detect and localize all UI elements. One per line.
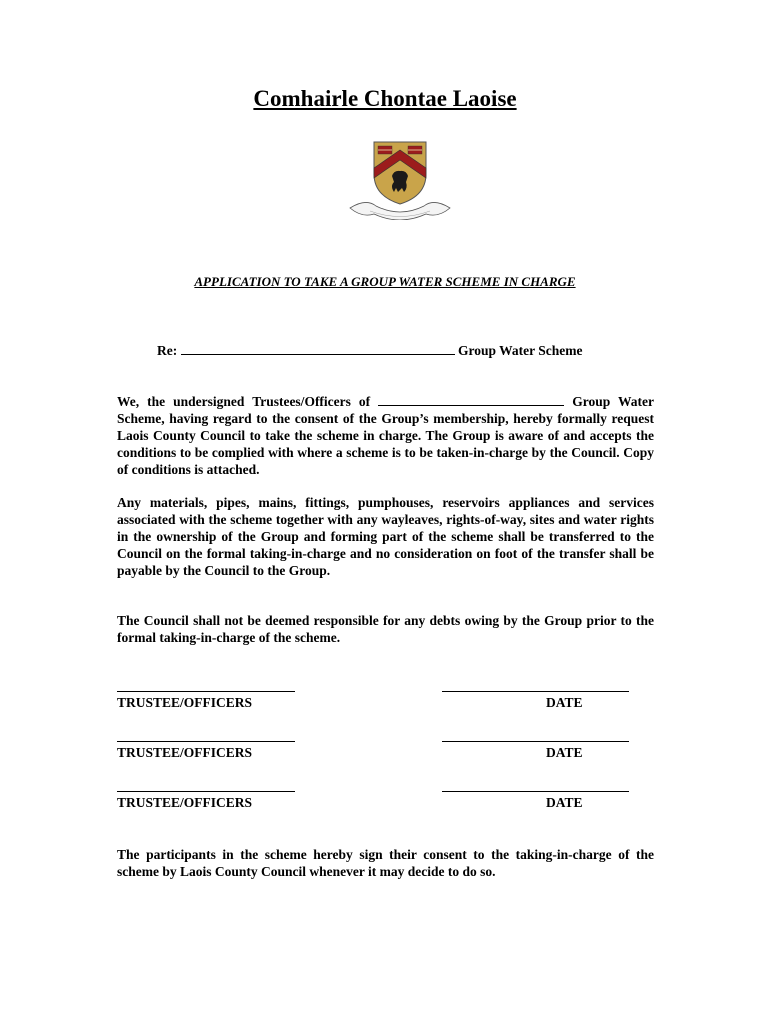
trustee-signature-line-2[interactable] bbox=[117, 741, 295, 742]
trustee-label-1: TRUSTEE/OFFICERS bbox=[117, 695, 253, 710]
re-suffix: Group Water Scheme bbox=[458, 343, 583, 358]
consent-paragraph: The participants in the scheme hereby sign their consent to the taking-in-charge of the scheme by Laois County Council whenever it may decide to do so. bbox=[117, 847, 654, 879]
date-label-2: DATE bbox=[546, 745, 583, 760]
county-crest-icon bbox=[346, 138, 454, 220]
form-heading: APPLICATION TO TAKE A GROUP WATER SCHEME IN CHARGE bbox=[194, 274, 576, 289]
trustee-signature-line-1[interactable] bbox=[117, 691, 295, 692]
date-label-1: DATE bbox=[546, 695, 583, 710]
date-line-2[interactable] bbox=[442, 741, 629, 742]
re-label: Re: bbox=[157, 343, 178, 358]
scheme-name-line bbox=[157, 342, 583, 359]
trustee-signature-line-3[interactable] bbox=[117, 791, 295, 792]
page-title: Comhairle Chontae Laoise bbox=[253, 86, 517, 111]
request-paragraph-start: We, the undersigned Trustees/Officers of bbox=[117, 394, 371, 409]
date-line-3[interactable] bbox=[442, 791, 629, 792]
trustee-label-3: TRUSTEE/OFFICERS bbox=[117, 795, 253, 810]
date-line-1[interactable] bbox=[442, 691, 629, 692]
scheme-name-inline-field[interactable] bbox=[378, 393, 564, 406]
date-label-3: DATE bbox=[546, 795, 583, 810]
request-paragraph bbox=[117, 393, 654, 478]
trustee-label-2: TRUSTEE/OFFICERS bbox=[117, 745, 253, 760]
request-paragraph-rest: Group Water Scheme, having regard to the consent of the Group’s membership, hereby formally request Laois County Council to take the scheme in charge. The Group is aware of and accepts the conditions to be complied with where a scheme is to be taken-in-charge by the Council. Copy of conditions is attached. bbox=[117, 394, 655, 477]
scheme-name-field[interactable] bbox=[181, 342, 455, 355]
debts-paragraph: The Council shall not be deemed responsible for any debts owing by the Group prior to the formal taking-in-charge of the scheme. bbox=[117, 613, 654, 645]
transfer-paragraph: Any materials, pipes, mains, fittings, pumphouses, reservoirs appliances and services associated with the scheme together with any wayleaves, rights-of-way, sites and water rights in the ownership of the Group and forming part of the scheme shall be transferred to the Council on the formal taking-in-charge and no consideration on foot of the transfer shall be payable by the Council to the Group. bbox=[117, 495, 654, 578]
